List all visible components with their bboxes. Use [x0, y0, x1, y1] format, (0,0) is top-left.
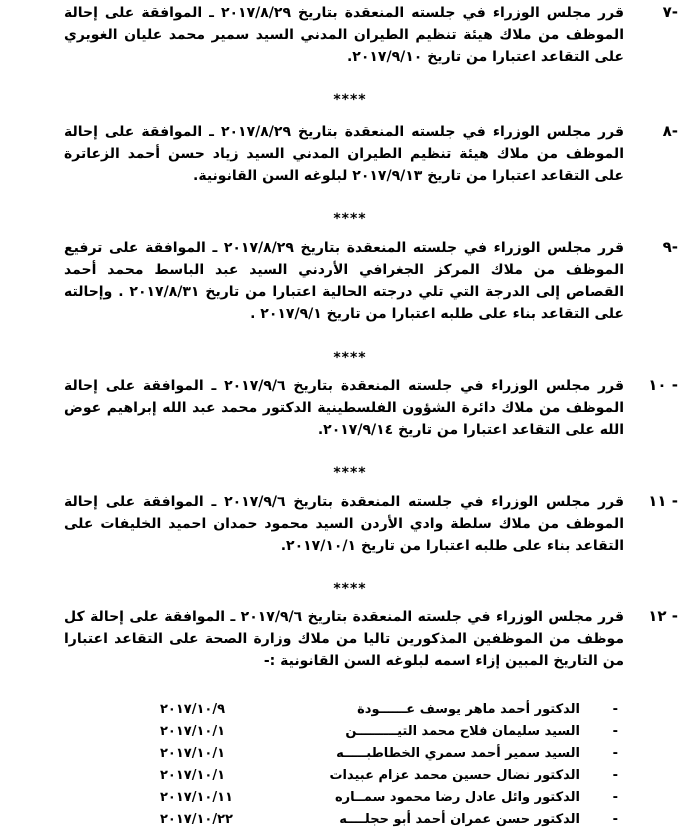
retirement-date: ٢٠١٧/١٠/١: [160, 724, 226, 739]
separator-stars: ****: [333, 581, 367, 597]
separator-stars: ****: [333, 211, 367, 227]
retiree-row: [0, 812, 700, 834]
decision-number: - ١١: [648, 492, 678, 510]
retiree-row: [0, 724, 700, 746]
list-dash: -: [612, 768, 618, 783]
decision-number: -٨: [662, 122, 678, 140]
separator-stars: ****: [333, 465, 367, 481]
retiree-row: [0, 790, 700, 812]
retiree-name: الدكتور أحمد ماهر يوسف عــــــودة: [357, 702, 580, 717]
separator-stars: ****: [333, 92, 367, 108]
list-dash: -: [612, 724, 618, 739]
decision-number: - ١٠: [648, 376, 678, 394]
separator-stars: ****: [333, 350, 367, 366]
list-dash: -: [612, 812, 618, 827]
decision-number: -٧: [662, 3, 678, 21]
list-dash: -: [612, 746, 618, 761]
retiree-name: السيد سمير أحمد سمري الخطاطبـــــه: [336, 746, 580, 761]
retirement-date: ٢٠١٧/١٠/٩: [160, 702, 226, 717]
decision-number: -٩: [662, 238, 678, 256]
retiree-row: [0, 746, 700, 768]
decision-text: قرر مجلس الوزراء في جلسته المنعقدة بتاريخ ٢٠١٧/٨/٢٩ ـ الموافقة على إحالة الموظف من ملاك هيئة تنظيم الطيران المدني السيد سمير محمد عليان الغويري على التقاعد اعتبارا من تاريخ ٢٠١٧/٩/١٠.: [64, 5, 624, 65]
retirement-date: ٢٠١٧/١٠/١: [160, 768, 226, 783]
list-dash: -: [612, 702, 618, 717]
decision-text: قرر مجلس الوزراء في جلسته المنعقدة بتاريخ ٢٠١٧/٩/٦ ـ الموافقة على إحالة الموظف من ملاك سلطة وادي الأردن السيد محمود حمدان احميد الخليفات على التقاعد بناء على طلبه اعتبارا من تاريخ ٢٠١٧/١٠/١.: [64, 494, 624, 554]
retiree-name: الدكتور حسن عمران أحمد أبو حجلــــه: [339, 812, 580, 827]
decision-text: قرر مجلس الوزراء في جلسته المنعقدة بتاريخ ٢٠١٧/٩/٦ ـ الموافقة على إحالة كل موظف من الموظفين المذكورين تاليا من ملاك وزارة الصحة على التقاعد اعتبارا من التاريخ المبين إزاء اسمه لبلوغه السن القانونية :-: [64, 609, 624, 669]
decision-text: قرر مجلس الوزراء في جلسته المنعقدة بتاريخ ٢٠١٧/٩/٦ ـ الموافقة على إحالة الموظف من ملاك دائرة الشؤون الفلسطينية الدكتور محمد عبد الله إبراهيم عوض الله على التقاعد اعتبارا من تاريخ ٢٠١٧/٩/١٤.: [64, 378, 624, 438]
decision-number: - ١٢: [648, 607, 678, 625]
retirement-date: ٢٠١٧/١٠/١١: [160, 790, 233, 805]
list-dash: -: [612, 790, 618, 805]
retiree-row: [0, 768, 700, 790]
retirement-date: ٢٠١٧/١٠/٢٢: [160, 812, 233, 827]
decision-text: قرر مجلس الوزراء في جلسته المنعقدة بتاريخ ٢٠١٧/٨/٢٩ ـ الموافقة على ترفيع الموظف من ملاك المركز الجغرافي الأردني السيد عبد الباسط محمد أحمد القصاص إلى الدرجة التي تلي درجته الحالية اعتبارا من تاريخ ٢٠١٧/٨/٣١ . وإحالته على التقاعد بناء على طلبه اعتبارا من تاريخ ٢٠١٧/٩/١ .: [64, 240, 624, 322]
retiree-name: الدكتور نضال حسين محمد عزام عبيدات: [329, 768, 580, 783]
retirement-date: ٢٠١٧/١٠/١: [160, 746, 226, 761]
retiree-name: السيد سليمان فلاح محمد التيـــــــــن: [345, 724, 580, 739]
decision-text: قرر مجلس الوزراء في جلسته المنعقدة بتاريخ ٢٠١٧/٨/٢٩ ـ الموافقة على إحالة الموظف من ملاك هيئة تنظيم الطيران المدني السيد زياد حسن أحمد الزعاترة على التقاعد اعتبارا من تاريخ ٢٠١٧/٩/١٣ لبلوغه السن القانونية.: [64, 124, 624, 184]
retiree-name: الدكتور وائل عادل رضا محمود سمــاره: [334, 790, 580, 805]
retiree-row: [0, 702, 700, 724]
